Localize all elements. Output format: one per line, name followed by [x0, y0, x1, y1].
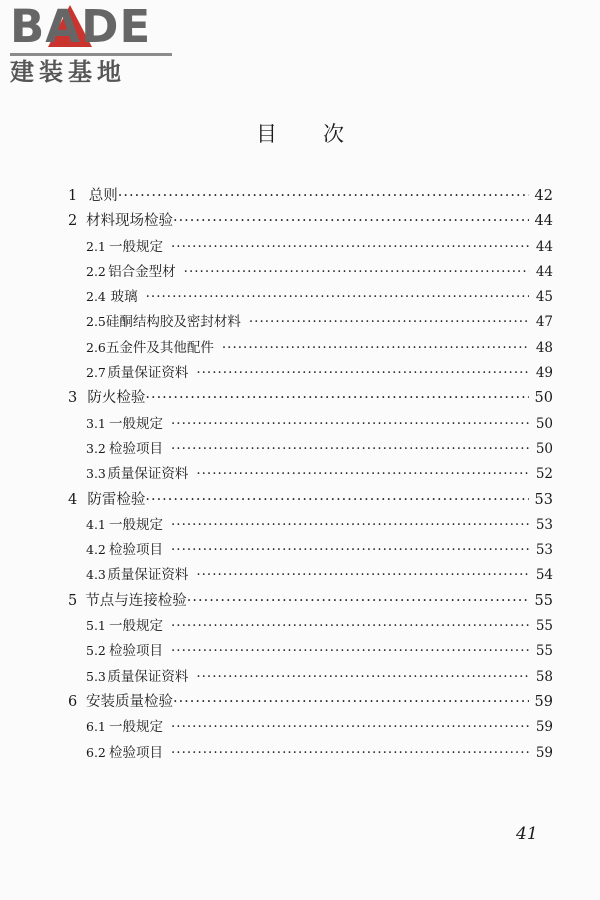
toc-dot-leader: [187, 593, 529, 609]
toc-entry-page: 59: [535, 744, 553, 761]
toc-entry-title: 总则: [88, 188, 118, 204]
toc-entry-page: 45: [535, 289, 553, 306]
toc-section-entry[interactable]: [68, 285, 553, 310]
toc-section-entry[interactable]: [68, 260, 553, 285]
toc-chapter-entry[interactable]: [68, 690, 553, 715]
toc-entry-title: 质量保证资料: [107, 567, 189, 584]
toc-chapter-entry[interactable]: [68, 386, 553, 411]
toc-dot-leader: [118, 188, 529, 204]
table-of-contents: [68, 184, 553, 766]
toc-dot-leader: [196, 466, 529, 482]
toc-entry-page: 50: [535, 415, 553, 432]
logo-wordmark: BADE: [10, 0, 152, 53]
toc-entry-title: 五金件及其他配件: [105, 339, 214, 356]
toc-entry-title: 质量保证资料: [107, 466, 189, 483]
toc-entry-page: 53: [535, 542, 553, 559]
toc-entry-number: 3.2: [86, 440, 106, 456]
toc-dot-leader: [171, 542, 529, 558]
toc-dot-leader: [249, 314, 529, 330]
toc-dot-leader: [145, 390, 529, 406]
page-number: 41: [516, 824, 538, 844]
toc-entry-title: 检验项目: [108, 744, 163, 761]
toc-section-entry[interactable]: [68, 361, 553, 386]
toc-entry-page: 44: [534, 213, 553, 230]
toc-entry-title: 材料现场检验: [85, 213, 173, 230]
toc-entry-title: 铝合金型材: [108, 263, 176, 280]
toc-entry-number: 2.4: [86, 289, 106, 305]
toc-section-entry[interactable]: [68, 741, 553, 766]
toc-dot-leader: [173, 213, 529, 229]
toc-entry-number: 4: [68, 491, 78, 508]
toc-dot-leader: [171, 239, 529, 255]
toc-entry-number: 3: [68, 390, 78, 407]
toc-entry-title: 防火检验: [87, 390, 146, 407]
toc-entry-title: 一般规定: [108, 618, 163, 635]
toc-entry-page: 50: [535, 440, 553, 457]
toc-entry-title: 检验项目: [108, 440, 163, 457]
toc-dot-leader: [196, 365, 529, 381]
toc-entry-page: 55: [535, 618, 553, 635]
toc-dot-leader: [171, 643, 529, 659]
toc-chapter-entry[interactable]: [68, 488, 553, 513]
toc-entry-number: 3.3: [86, 466, 106, 482]
toc-entry-number: 2.5: [86, 314, 106, 330]
toc-section-entry[interactable]: [68, 563, 553, 588]
toc-entry-page: 58: [535, 668, 553, 685]
logo-subtitle: 建装基地: [10, 58, 126, 86]
toc-entry-page: 55: [534, 592, 553, 609]
toc-entry-page: 53: [535, 516, 553, 533]
toc-section-entry[interactable]: [68, 336, 553, 361]
toc-entry-page: 47: [535, 314, 553, 331]
bade-logo: [10, 2, 180, 86]
toc-entry-page: 54: [535, 567, 553, 584]
toc-section-entry[interactable]: [68, 665, 553, 690]
toc-dot-leader: [171, 618, 529, 634]
toc-entry-title: 质量保证资料: [107, 365, 189, 382]
toc-dot-leader: [196, 567, 529, 583]
toc-dot-leader: [173, 694, 529, 710]
toc-entry-number: 1: [68, 188, 78, 204]
toc-dot-leader: [196, 669, 529, 685]
toc-entry-title: 节点与连接检验: [85, 592, 187, 609]
toc-dot-leader: [171, 517, 529, 533]
toc-chapter-entry[interactable]: [68, 184, 553, 209]
toc-entry-title: 一般规定: [108, 415, 163, 432]
page-title: 目次: [256, 122, 390, 146]
toc-entry-number: 4.3: [86, 567, 106, 583]
toc-entry-number: 3.1: [86, 415, 106, 431]
toc-entry-number: 5.2: [86, 643, 106, 659]
logo-divider: [10, 53, 172, 56]
toc-chapter-entry[interactable]: [68, 589, 553, 614]
toc-section-entry[interactable]: [68, 715, 553, 740]
toc-entry-number: 2.1: [86, 238, 106, 254]
toc-dot-leader: [222, 340, 529, 356]
toc-section-entry[interactable]: [68, 412, 553, 437]
toc-dot-leader: [145, 492, 529, 508]
toc-entry-title: 安装质量检验: [85, 693, 173, 710]
toc-entry-page: 55: [535, 643, 553, 660]
toc-entry-title: 检验项目: [108, 542, 163, 559]
toc-entry-page: 44: [535, 263, 553, 280]
toc-section-entry[interactable]: [68, 437, 553, 462]
toc-entry-page: 52: [535, 466, 553, 483]
toc-entry-title: 质量保证资料: [107, 668, 189, 685]
toc-entry-number: 5: [68, 592, 78, 609]
toc-section-entry[interactable]: [68, 538, 553, 563]
toc-entry-page: 44: [535, 238, 553, 255]
toc-entry-title: 一般规定: [108, 719, 163, 736]
toc-dot-leader: [171, 416, 529, 432]
toc-section-entry[interactable]: [68, 614, 553, 639]
toc-entry-title: 一般规定: [108, 516, 163, 533]
toc-entry-number: 4.2: [86, 542, 106, 558]
toc-entry-page: 59: [534, 693, 553, 710]
toc-entry-page: 50: [534, 390, 553, 407]
toc-dot-leader: [171, 719, 529, 735]
toc-entry-title: 玻璃: [110, 289, 138, 306]
toc-entry-title: 一般规定: [108, 238, 163, 255]
toc-entry-page: 49: [535, 365, 553, 382]
toc-entry-page: 53: [534, 491, 553, 508]
toc-entry-page: 48: [535, 339, 553, 356]
toc-section-entry[interactable]: [68, 462, 553, 487]
toc-section-entry[interactable]: [68, 310, 553, 335]
toc-dot-leader: [184, 264, 529, 280]
toc-entry-page: 59: [535, 719, 553, 736]
toc-entry-number: 6.2: [86, 744, 106, 760]
toc-entry-number: 5.3: [86, 668, 106, 684]
toc-entry-number: 2.6: [86, 339, 106, 355]
toc-entry-number: 6: [68, 693, 78, 710]
toc-dot-leader: [171, 745, 529, 761]
toc-section-entry[interactable]: [68, 235, 553, 260]
toc-chapter-entry[interactable]: [68, 209, 553, 234]
toc-entry-number: 6.1: [86, 719, 106, 735]
toc-entry-title: 硅酮结构胶及密封材料: [105, 314, 241, 331]
toc-entry-title: 检验项目: [108, 643, 163, 660]
toc-entry-title: 防雷检验: [87, 491, 146, 508]
toc-entry-number: 2.7: [86, 365, 106, 381]
toc-entry-page: 42: [534, 188, 553, 204]
toc-entry-number: 5.1: [86, 618, 106, 634]
toc-dot-leader: [171, 441, 529, 457]
toc-section-entry[interactable]: [68, 639, 553, 664]
toc-entry-number: 4.1: [86, 516, 106, 532]
toc-entry-number: 2.2: [86, 263, 106, 279]
toc-dot-leader: [146, 289, 529, 305]
toc-section-entry[interactable]: [68, 513, 553, 538]
toc-entry-number: 2: [68, 213, 78, 230]
